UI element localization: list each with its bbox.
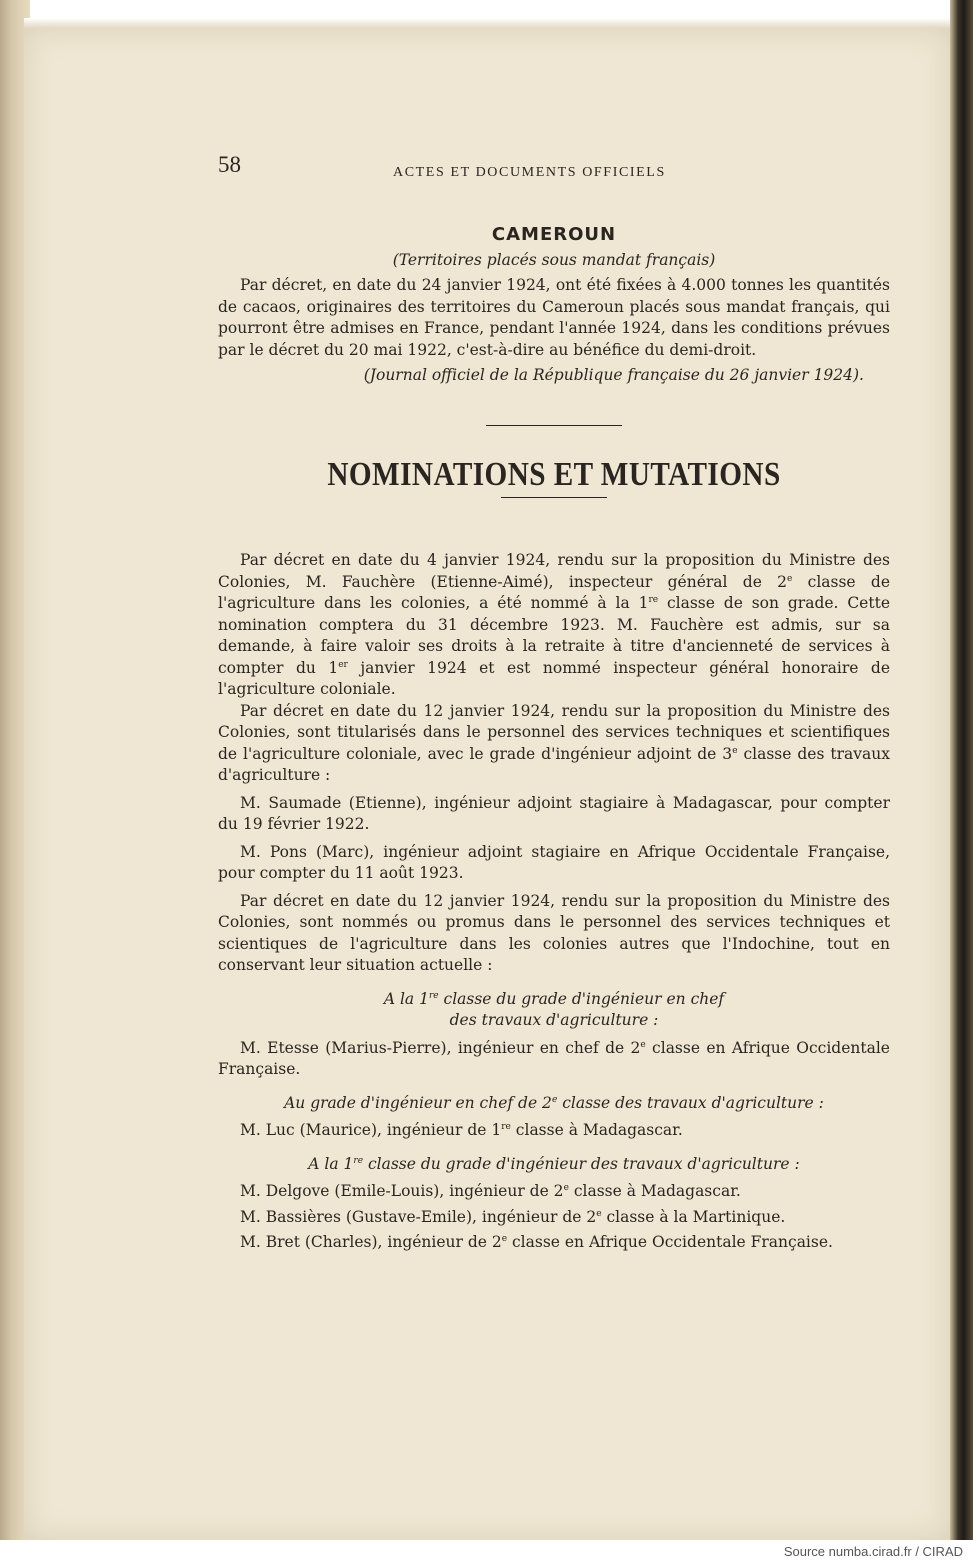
- p9-text-a: M. Bassières (Gustave-Emile), ingénieur de 2: [240, 1207, 597, 1226]
- p2-sup-1: e: [732, 745, 738, 756]
- page-number: 58: [218, 152, 241, 177]
- p1-sup-1: e: [787, 573, 793, 584]
- p6-text-b: classe en Afrique Occidentale Française.: [218, 1038, 890, 1078]
- cameroun-paragraph: Par décret, en date du 24 janvier 1924, ont été fixées à 4.000 tonnes les quantités de cacaos, originaires des territoires du Cameroun placés sous mandat français, qui pourront être admises en France, pendant l'année 1924, dans les conditions prévues par le décret du 20 mai 1922, c'est-à-dire au bénéfice du demi-droit.: [218, 276, 890, 359]
- p7-text-b: classe à Madagascar.: [510, 1121, 683, 1139]
- p1-sup-3: er: [338, 659, 348, 670]
- p6-text-a: M. Etesse (Marius-Pierre), ingénieur en chef de 2: [240, 1038, 641, 1057]
- p6-sup: e: [640, 1039, 646, 1050]
- p7-text-a: M. Luc (Maurice), ingénieur de 1: [240, 1121, 502, 1139]
- appointee-delgove: [218, 1181, 890, 1203]
- appointee-luc: [218, 1120, 890, 1142]
- p8-text-a: M. Delgove (Emile-Louis), ingénieur de 2: [240, 1182, 564, 1200]
- source-credit: Source numba.cirad.fr / CIRAD: [783, 1544, 963, 1559]
- section-divider: [486, 425, 622, 426]
- citation-text: (Journal officiel de la République française du 26 janvier 1924).: [363, 366, 864, 384]
- grade-heading-3: [218, 1154, 890, 1176]
- head1-text-a: A la 1: [383, 989, 429, 1008]
- p1-sup-2: re: [648, 594, 659, 605]
- book-binding: [950, 0, 973, 1540]
- p1-text-d: janvier 1924 et est nommé inspecteur général honoraire de l'agriculture coloniale.: [218, 658, 890, 698]
- decree-paragraph-2: [218, 701, 890, 787]
- decree-paragraph-3: Par décret en date du 12 janvier 1924, rendu sur la proposition du Ministre des Colonies, sont nommés ou promus dans le personnel des services techniques et scientiques de l'agriculture dans les colonies autres que l'Indochine, tout en conservant leur situation actuelle :: [218, 891, 890, 974]
- section-subtitle: (Territoires placés sous mandat français): [392, 250, 716, 269]
- page-content: [218, 150, 890, 1254]
- nominations-body: [218, 550, 890, 1254]
- journal-citation: [218, 365, 890, 387]
- p7-sup: re: [501, 1121, 511, 1132]
- head1-text-b: classe du grade d'ingénieur en chef: [438, 989, 725, 1008]
- appointee-etesse: [218, 1038, 890, 1081]
- nominations-heading: NOMINATIONS ET MUTATIONS: [327, 455, 781, 493]
- running-head: [218, 150, 890, 180]
- p2-text-b: classe des travaux d'agriculture :: [218, 744, 890, 784]
- p2-text-a: Par décret en date du 12 janvier 1924, rendu sur la proposition du Ministre des Colonies, sont titularisés dans le personnel des services techniques et scientifiques de l'agriculture coloniale, avec le grade d'ingénieur adjoint de 3: [218, 701, 890, 763]
- p1-text-c: classe de son grade. Cette nomination comptera du 31 décembre 1923. M. Fauchère est admis, sur sa demande, à faire valoir ses droits à la retraite à titre d'ancienneté de services à compter du 1: [218, 594, 890, 677]
- head2-text-b: classe des travaux d'agriculture :: [557, 1093, 824, 1112]
- p1-text-b: classe de l'agriculture dans les colonies, a été nommé à la 1: [218, 572, 890, 612]
- appointee-bassieres: [218, 1207, 890, 1229]
- p10-sup: e: [501, 1233, 508, 1244]
- heading-underline: [501, 497, 607, 498]
- grade-heading-2: [218, 1093, 890, 1115]
- appointee-bret: [218, 1232, 890, 1254]
- p9-text-b: classe à la Martinique.: [601, 1207, 786, 1226]
- p9-sup: e: [596, 1208, 602, 1219]
- section-title-cameroun: CAMEROUN: [491, 224, 617, 245]
- p10-text-a: M. Bret (Charles), ingénieur de 2: [240, 1233, 502, 1251]
- head3-sup: re: [353, 1155, 364, 1166]
- grade-heading-1-line-2: des travaux d'agriculture :: [449, 1011, 659, 1029]
- head3-text-b: classe du grade d'ingénieur des travaux d'agriculture :: [363, 1154, 800, 1173]
- head1-sup: re: [428, 990, 439, 1001]
- appointee-pons: M. Pons (Marc), ingénieur adjoint stagiaire en Afrique Occidentale Française, pour compter du 11 août 1923.: [218, 842, 890, 882]
- p8-sup: e: [563, 1182, 569, 1193]
- running-title: ACTES ET DOCUMENTS OFFICIELS: [393, 165, 666, 180]
- head3-text-a: A la 1: [308, 1154, 354, 1173]
- grade-heading-1: [218, 989, 890, 1011]
- decree-paragraph-1: [218, 550, 890, 701]
- appointee-saumade: M. Saumade (Etienne), ingénieur adjoint stagiaire à Madagascar, pour compter du 19 février 1922.: [218, 793, 890, 833]
- head2-text-a: Au grade d'ingénieur en chef de 2: [284, 1093, 552, 1112]
- p1-text-a: Par décret en date du 4 janvier 1924, rendu sur la proposition du Ministre des Colonies, M. Fauchère (Etienne-Aimé), inspecteur général de 2: [218, 551, 890, 591]
- head2-sup: e: [551, 1094, 558, 1105]
- p8-text-b: classe à Madagascar.: [568, 1182, 741, 1200]
- p10-text-b: classe en Afrique Occidentale Française.: [507, 1233, 833, 1251]
